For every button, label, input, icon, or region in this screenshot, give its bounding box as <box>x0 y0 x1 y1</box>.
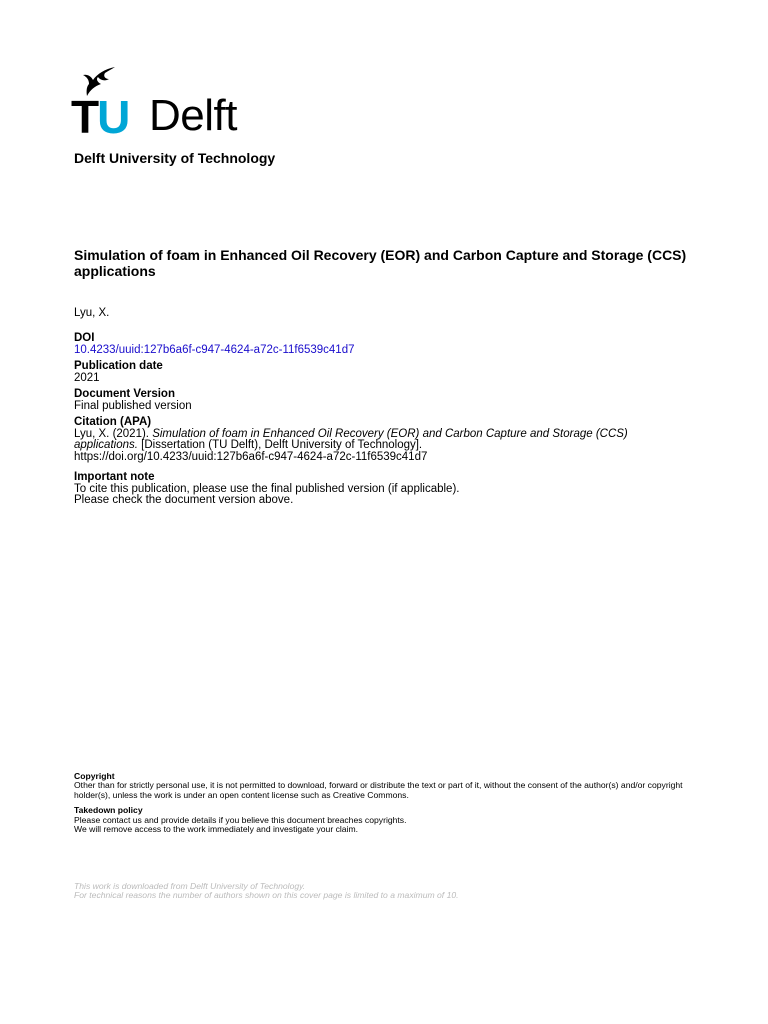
citation-prefix: Lyu, X. (2021). <box>74 427 153 440</box>
takedown-line1: Please contact us and provide details if you believe this document breaches copyrights. <box>74 814 407 825</box>
logo-delft: Delft <box>149 91 237 140</box>
footer-line2: For technical reasons the number of authors shown on this cover page is limited to a maximum of 10. <box>74 890 459 901</box>
citation-title: Simulation of foam in Enhanced Oil Recovery (EOR) and Carbon Capture and Storage (CCS) applications. <box>74 427 628 451</box>
citation-text <box>74 429 684 452</box>
takedown-block <box>74 806 694 834</box>
document-title: Simulation of foam in Enhanced Oil Recovery (EOR) and Carbon Capture and Storage (CCS) applications <box>74 247 687 279</box>
document-version-label: Document Version <box>74 388 175 400</box>
citation-suffix: [Dissertation (TU Delft), Delft University of Technology]. <box>137 439 423 451</box>
copyright-label: Copyright <box>74 771 115 781</box>
document-version-block <box>74 389 684 412</box>
citation-url: https://doi.org/10.4233/uuid:127b6a6f-c947-4624-a72c-11f6539c41d7 <box>74 450 428 463</box>
publication-date-value: 2021 <box>74 371 100 384</box>
important-note-line2: Please check the document version above. <box>74 494 294 506</box>
logo-tu: TU <box>71 91 129 143</box>
publication-date-label: Publication date <box>74 360 163 372</box>
university-name: Delft University of Technology <box>74 150 276 166</box>
citation-label: Citation (APA) <box>74 416 152 428</box>
legal-section <box>74 772 694 840</box>
important-note-block <box>74 472 684 507</box>
doi-block <box>74 333 684 356</box>
footer-line1: This work is downloaded from Delft University of Technology. <box>74 881 306 891</box>
metadata-section <box>74 333 684 512</box>
doi-link[interactable]: 10.4233/uuid:127b6a6f-c947-4624-a72c-11f6539c41d7 <box>74 343 355 356</box>
footer-note <box>74 882 459 901</box>
tu-delft-logo <box>71 66 261 143</box>
copyright-text: Other than for strictly personal use, it is not permitted to download, forward or distribute the text or part of it, without the consent of the author(s) and/or copyright holder(s), unless the work is under an open content license such as Creative Commons. <box>74 780 683 800</box>
document-version-value: Final published version <box>74 399 192 412</box>
takedown-label: Takedown policy <box>74 805 143 816</box>
author: Lyu, X. <box>74 307 110 319</box>
copyright-block <box>74 772 694 800</box>
important-note-line1: To cite this publication, please use the final published version (if applicable). <box>74 482 460 495</box>
citation-block <box>74 417 684 463</box>
takedown-line2: We will remove access to the work immediately and investigate your claim. <box>74 824 359 835</box>
important-note-label: Important note <box>74 471 155 483</box>
publication-date-block <box>74 361 684 384</box>
doi-label: DOI <box>74 332 95 344</box>
